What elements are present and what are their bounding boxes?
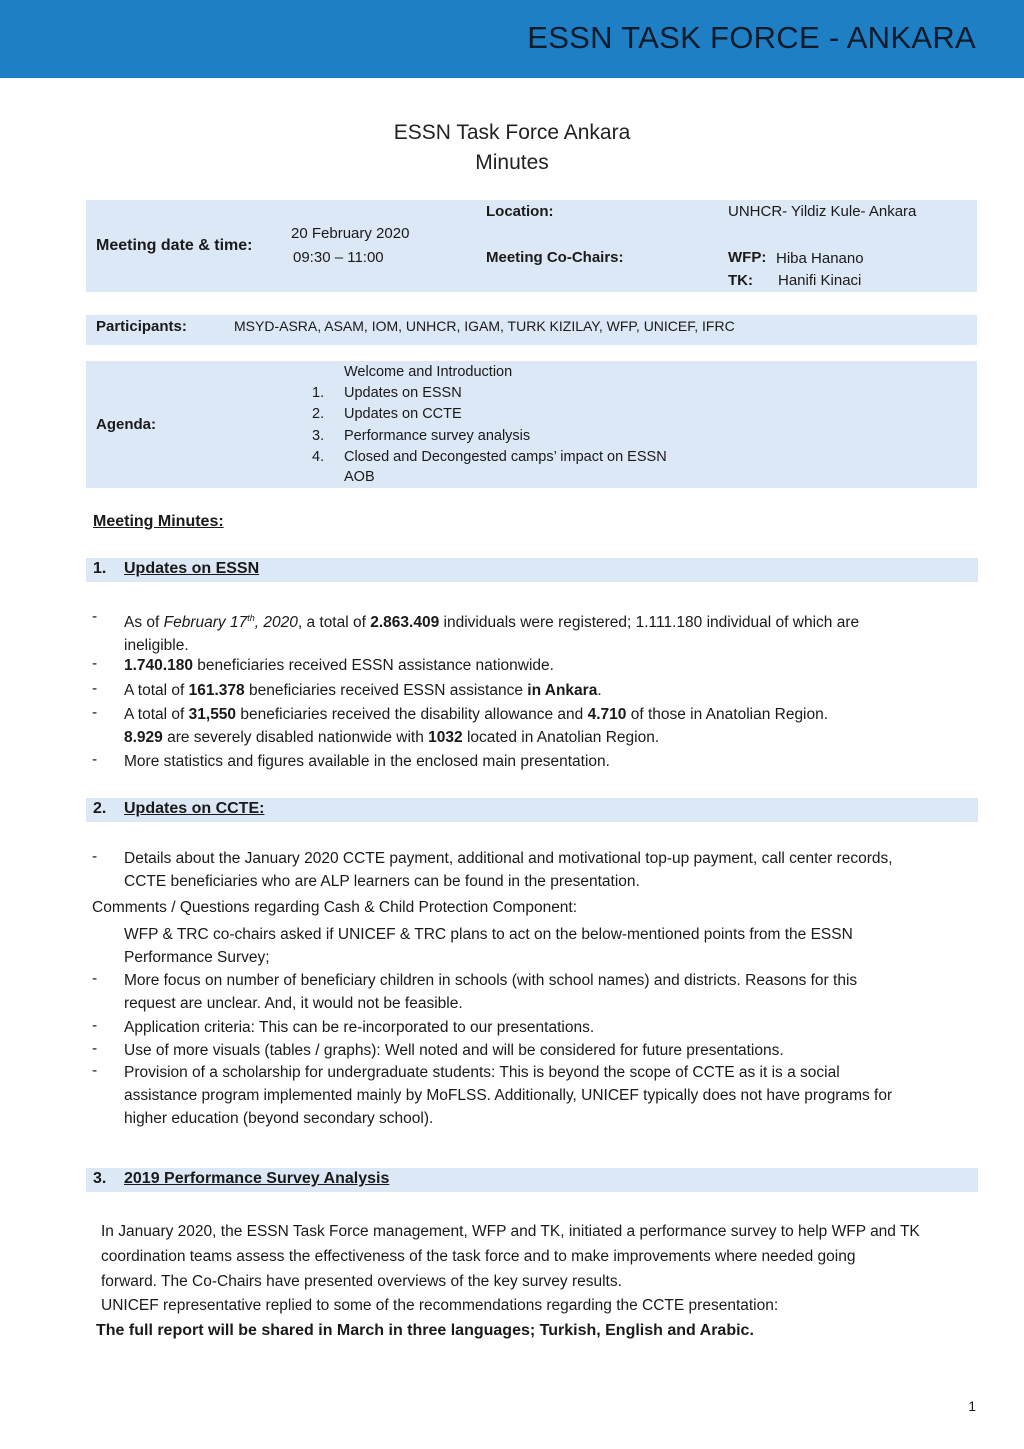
participants-row [86,315,977,345]
page-number: 1 [968,1398,976,1414]
s2-bullet-details [124,847,984,893]
meeting-date-label: Meeting date & time: [96,237,253,254]
text: A total of [124,706,189,723]
text: individuals were registered; 1.111.180 individual of which are [439,614,860,632]
section-number: 1. [93,560,107,577]
wfp-name: Hiba Hanano [776,250,864,267]
text-figure: 2.863.409 [370,614,440,632]
s2-point-criteria: Application criteria: This can be re-incorporated to our presentations. [124,1019,595,1036]
agenda-item-text: Updates on ESSN [344,385,462,401]
bullet-marker: - [92,1017,98,1034]
bullet-marker: - [92,1062,98,1079]
bullet-marker: - [92,655,98,672]
s3-unicef-reply: UNICEF representative replied to some of the recommendations regarding the CCTE presentation: [101,1297,779,1314]
banner-title: ESSN TASK FORCE - ANKARA [527,20,976,55]
text: Provision of a scholarship for undergraduate students: This is beyond the scope of CCTE as it is a social [124,1064,840,1081]
agenda-intro: Welcome and Introduction [344,364,513,380]
bullet-marker: - [92,1040,98,1057]
text: , a total of [297,614,371,632]
bullet-marker: - [92,680,98,697]
title-line-1: ESSN Task Force Ankara [393,121,631,144]
s3-paragraph-survey [101,1219,920,1294]
text: beneficiaries received the disability allowance and [236,706,588,723]
header-banner [0,0,1024,78]
text-emphasis: in Ankara [527,682,598,699]
meeting-date: 20 February 2020 [291,225,410,242]
title-line-2: Minutes [475,151,549,174]
text: More focus on number of beneficiary children in schools (with school names) and districts. Reasons for this [124,972,858,989]
s1-bullet-disability [124,703,984,749]
s2-point-children [124,969,984,1015]
text: Details about the January 2020 CCTE payment, additional and motivational top-up payment, call center records, [124,850,893,867]
s2-point-visuals: Use of more visuals (tables / graphs): Well noted and will be considered for future presentations. [124,1042,784,1059]
text: located in Anatolian Region. [462,729,660,746]
agenda-outro: AOB [344,469,375,485]
text: higher education (beyond secondary school). [124,1110,434,1127]
text: A total of [124,682,189,699]
text-figure: 1.740.180 [124,657,193,674]
section-title: Updates on ESSN [124,560,260,577]
agenda-item [312,406,462,422]
text: . [597,682,602,699]
meeting-time: 09:30 – 11:00 [293,249,384,266]
text: Performance Survey; [124,949,270,966]
text: request are unclear. And, it would not be feasible. [124,995,463,1012]
bullet-marker: - [92,848,98,865]
location-label: Location: [486,203,554,220]
bullet-marker: - [92,751,98,768]
section-3-header [86,1168,978,1192]
meeting-info-table [86,200,977,292]
text: As of [124,614,164,632]
document-title [0,118,1024,178]
section-2-header [86,798,978,822]
text: are severely disabled nationwide with [162,729,429,746]
agenda-item-number: 3. [312,428,325,444]
agenda-item-text: Performance survey analysis [344,428,531,444]
text: WFP & TRC co-chairs asked if UNICEF & TRC plans to act on the below-mentioned points from the ESSN [124,926,853,943]
text-figure: 31,550 [188,706,237,723]
tk-label: TK: [728,272,753,289]
text: In January 2020, the ESSN Task Force management, WFP and TK, initiated a performance survey to help WFP and TK [101,1223,920,1240]
cochairs-label: Meeting Co-Chairs: [486,249,624,266]
bullet-marker: - [92,970,98,987]
section-title: 2019 Performance Survey Analysis [124,1170,390,1187]
text: assistance program implemented mainly by MoFLSS. Additionally, UNICEF typically does not have programs for [124,1087,893,1104]
s2-comments-heading: Comments / Questions regarding Cash & Child Protection Component: [92,899,578,916]
s1-bullet-ankara [124,679,984,702]
text-sup: th [247,613,255,623]
agenda-item-text: Updates on CCTE [344,406,462,422]
agenda-item [312,428,530,444]
s2-cochairs-question [124,923,984,969]
text-date: February 17 [163,614,248,632]
text-year: , 2020 [254,614,298,632]
text: ineligible. [124,637,189,655]
text: coordination teams assess the effectiveness of the task force and to make improvements where needed going [101,1248,856,1265]
agenda-item-text: Closed and Decongested camps’ impact on ESSN [344,449,667,465]
section-1-header [86,558,978,582]
wfp-label: WFP: [728,249,767,266]
agenda-item [312,385,462,401]
agenda-item [312,449,667,465]
agenda-item-number: 2. [312,406,325,422]
text-figure: 8.929 [124,729,163,746]
participants-list: MSYD-ASRA, ASAM, IOM, UNHCR, IGAM, TURK KIZILAY, WFP, UNICEF, IFRC [234,318,735,334]
text: forward. The Co-Chairs have presented overviews of the key survey results. [101,1273,622,1290]
tk-name: Hanifi Kinaci [778,272,862,289]
agenda-item-number: 1. [312,385,325,401]
participants-label: Participants: [96,318,187,335]
bullet-marker: - [92,608,98,625]
agenda-label: Agenda: [96,416,156,433]
agenda-item-number: 4. [312,449,325,465]
s2-point-scholarship [124,1061,984,1130]
s3-report-note: The full report will be shared in March in three languages; Turkish, English and Arabic. [96,1322,754,1339]
section-number: 2. [93,800,107,817]
text: beneficiaries received ESSN assistance nationwide. [192,657,554,674]
section-title: Updates on CCTE: [124,800,265,817]
text: of those in Anatolian Region. [626,706,829,723]
section-number: 3. [93,1170,107,1187]
bullet-marker: - [92,704,98,721]
s1-bullet-registered [124,607,984,657]
minutes-heading: Meeting Minutes: [93,513,224,530]
text-figure: 4.710 [587,706,627,723]
agenda-table [86,361,977,488]
text-figure: 161.378 [188,682,245,699]
text: beneficiaries received ESSN assistance [244,682,528,699]
text-figure: 1032 [428,729,463,746]
text: CCTE beneficiaries who are ALP learners can be found in the presentation. [124,873,640,890]
location-value: UNHCR- Yildiz Kule- Ankara [728,203,917,220]
s1-bullet-nationwide [124,654,984,677]
s1-bullet-statistics: More statistics and figures available in the enclosed main presentation. [124,753,610,770]
